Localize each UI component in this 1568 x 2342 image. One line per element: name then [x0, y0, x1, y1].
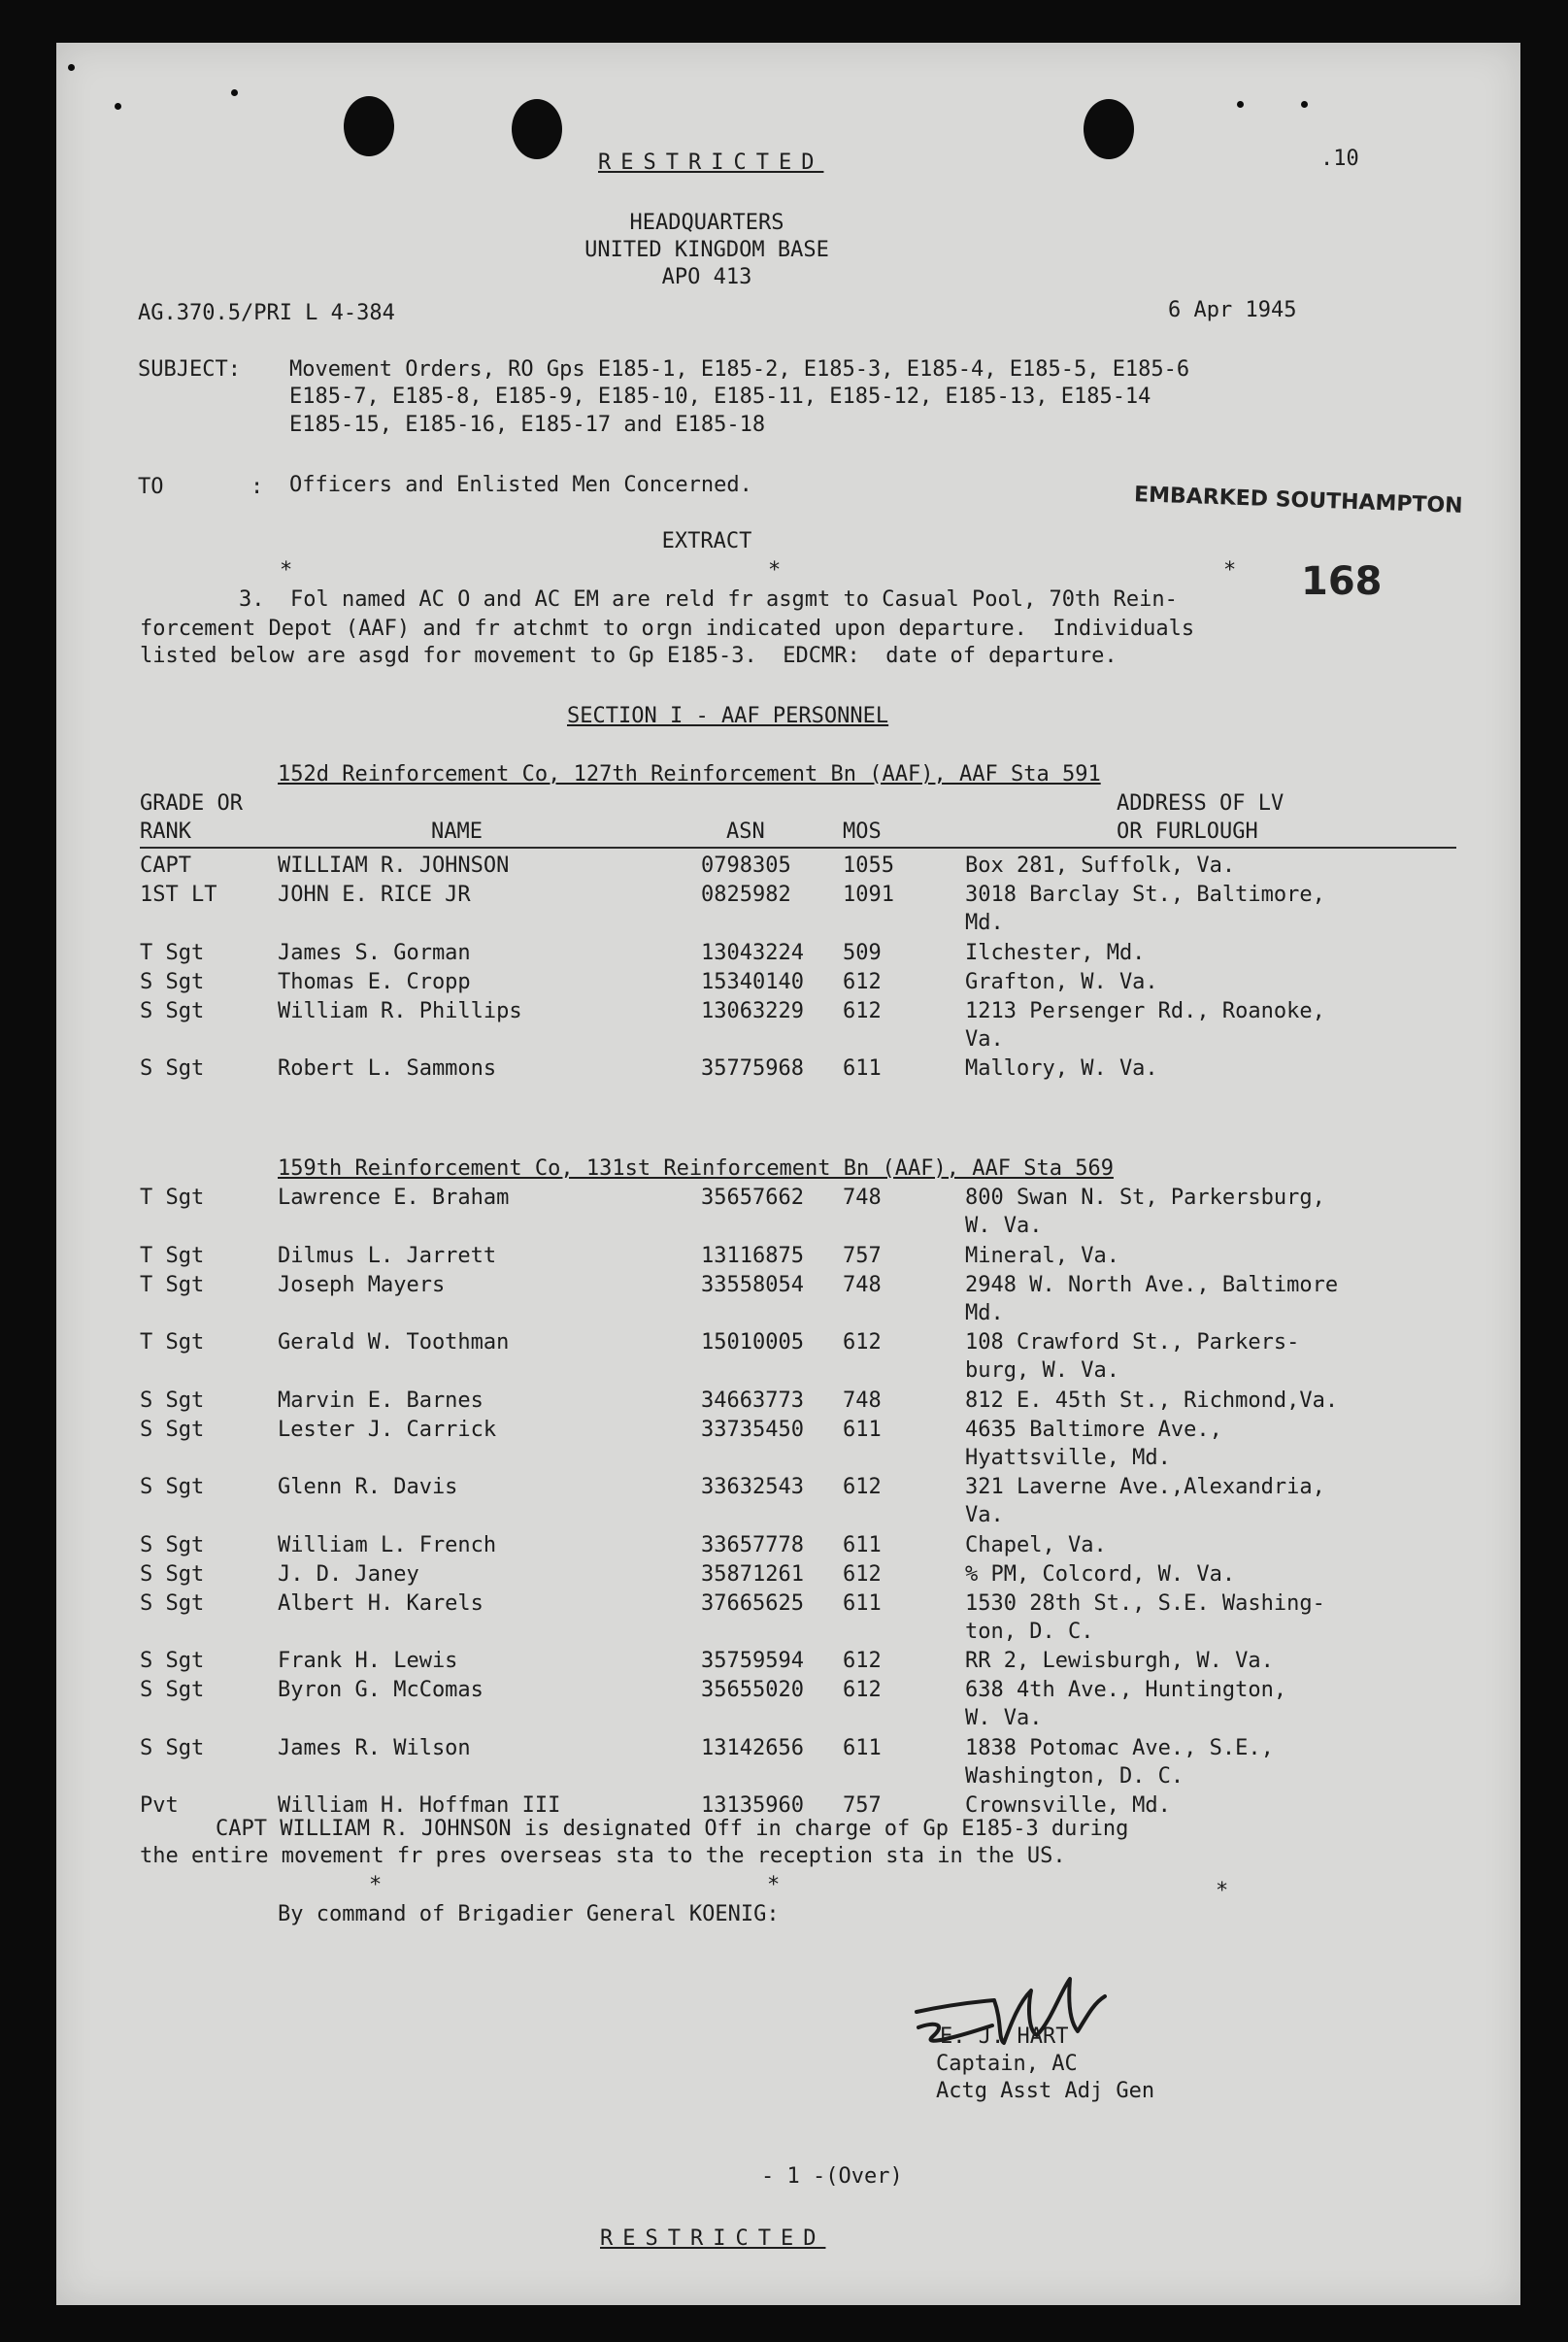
- name-cell: Dilmus L. Jarrett: [278, 1243, 497, 1268]
- asn-cell: 13043224: [701, 940, 804, 965]
- rank-cell: T Sgt: [140, 1243, 205, 1268]
- table-row: [56, 1648, 1520, 1677]
- address-cell: W. Va.: [965, 1214, 1043, 1238]
- table-row: [56, 882, 1520, 935]
- name-cell: Lawrence E. Braham: [278, 1186, 510, 1210]
- address-cell: Va.: [965, 1503, 1004, 1527]
- table-row: [56, 1590, 1520, 1644]
- address-cell: 1530 28th St., S.E. Washing-: [965, 1590, 1325, 1616]
- mos-cell: 612: [843, 1678, 882, 1702]
- table-row: [56, 1329, 1520, 1383]
- mos-cell: 612: [843, 1475, 882, 1499]
- punch-hole-center: [512, 99, 562, 159]
- asn-cell: 33558054: [701, 1272, 804, 1297]
- name-cell: Glenn R. Davis: [278, 1475, 458, 1499]
- address-cell: Md.: [965, 1300, 1004, 1325]
- mos-cell: 748: [843, 1388, 882, 1413]
- name-cell: Lester J. Carrick: [278, 1417, 497, 1442]
- column-header-address: OR FURLOUGH: [1117, 820, 1258, 844]
- to-text: Officers and Enlisted Men Concerned.: [289, 473, 752, 497]
- name-cell: Frank H. Lewis: [278, 1649, 458, 1673]
- to-label: TO: [138, 475, 164, 499]
- subject-line-3: E185-15, E185-16, E185-17 and E185-18: [289, 413, 766, 437]
- table-row: [56, 1474, 1520, 1527]
- specks: [1237, 101, 1244, 108]
- address-cell: burg, W. Va.: [965, 1358, 1119, 1383]
- asn-cell: 35657662: [701, 1186, 804, 1210]
- subject-label: SUBJECT:: [138, 357, 241, 382]
- asn-cell: 33657778: [701, 1532, 804, 1557]
- column-header-address: ADDRESS OF LV: [1117, 791, 1284, 816]
- hq-line-3: APO 413: [661, 265, 752, 289]
- closing-line-2: the entire movement fr pres overseas sta to the reception sta in the US.: [140, 1844, 1066, 1868]
- specks: [1301, 101, 1308, 108]
- to-colon: :: [250, 475, 264, 499]
- column-header-asn: ASN: [726, 820, 765, 844]
- address-cell: 3018 Barclay St., Baltimore,: [965, 883, 1325, 907]
- asn-cell: 15010005: [701, 1330, 804, 1355]
- address-cell: 1213 Persenger Rd., Roanoke,: [965, 998, 1325, 1023]
- asn-cell: 0825982: [701, 883, 791, 907]
- asn-cell: 35775968: [701, 1056, 804, 1081]
- address-cell: W. Va.: [965, 1706, 1043, 1730]
- rank-cell: CAPT: [140, 853, 191, 878]
- mos-cell: 612: [843, 969, 882, 994]
- address-cell: Md.: [965, 911, 1004, 935]
- table-row: [56, 853, 1520, 882]
- mos-cell: 612: [843, 1330, 882, 1355]
- table-row: [56, 1532, 1520, 1561]
- paragraph-line-3: listed below are asgd for movement to Gp E185-3. EDCMR: date of departure.: [140, 644, 1118, 668]
- address-cell: 2948 W. North Ave., Baltimore: [965, 1272, 1339, 1297]
- name-cell: Byron G. McComas: [278, 1678, 484, 1702]
- name-cell: Marvin E. Barnes: [278, 1388, 484, 1413]
- asterisk: *: [1223, 558, 1237, 583]
- signer-rank: Captain, AC: [936, 2052, 1078, 2076]
- address-cell: 4635 Baltimore Ave.,: [965, 1417, 1222, 1442]
- asn-cell: 13142656: [701, 1735, 804, 1760]
- specks: [115, 103, 121, 110]
- asn-cell: 34663773: [701, 1388, 804, 1413]
- restricted-marking-bottom: RESTRICTED: [600, 2226, 826, 2251]
- rank-cell: S Sgt: [140, 1417, 205, 1442]
- asn-cell: 33735450: [701, 1417, 804, 1442]
- table-row: [56, 1055, 1520, 1085]
- paragraph-line-2: forcement Depot (AAF) and fr atchmt to orgn indicated upon departure. Individuals: [140, 617, 1195, 641]
- name-cell: Gerald W. Toothman: [278, 1330, 510, 1355]
- address-cell: RR 2, Lewisburgh, W. Va.: [965, 1649, 1274, 1673]
- table-row: [56, 940, 1520, 969]
- rank-cell: S Sgt: [140, 1590, 205, 1616]
- address-cell: 1838 Potomac Ave., S.E.,: [965, 1735, 1274, 1760]
- page-number: - 1 -(Over): [761, 2164, 903, 2189]
- address-cell: 812 E. 45th St., Richmond,Va.: [965, 1388, 1339, 1413]
- table-row: [56, 1272, 1520, 1325]
- file-reference: AG.370.5/PRI L 4-384: [138, 301, 395, 325]
- table-row: [56, 1677, 1520, 1730]
- specks: [231, 89, 238, 96]
- rank-cell: T Sgt: [140, 1186, 205, 1210]
- address-cell: 108 Crawford St., Parkers-: [965, 1330, 1300, 1355]
- asterisk: *: [280, 558, 293, 583]
- name-cell: Thomas E. Cropp: [278, 969, 471, 994]
- asterisk: *: [768, 558, 782, 583]
- mos-cell: 509: [843, 940, 882, 965]
- mos-cell: 611: [843, 1735, 882, 1760]
- rank-cell: S Sgt: [140, 969, 205, 994]
- rank-cell: S Sgt: [140, 1532, 205, 1557]
- mos-cell: 611: [843, 1417, 882, 1442]
- closing-line-1: CAPT WILLIAM R. JOHNSON is designated Off in charge of Gp E185-3 during: [216, 1817, 1129, 1841]
- address-cell: Mineral, Va.: [965, 1243, 1119, 1268]
- unit-title-2: 159th Reinforcement Co, 131st Reinforcement Bn (AAF), AAF Sta 569: [278, 1156, 1114, 1181]
- handwritten-number: 168: [1301, 559, 1383, 604]
- address-cell: Washington, D. C.: [965, 1763, 1184, 1789]
- asn-cell: 13135960: [701, 1793, 804, 1818]
- mos-cell: 611: [843, 1590, 882, 1616]
- rank-cell: T Sgt: [140, 940, 205, 965]
- name-cell: J. D. Janey: [278, 1561, 419, 1587]
- asn-cell: 15340140: [701, 969, 804, 994]
- name-cell: Robert L. Sammons: [278, 1056, 497, 1081]
- table-row: [56, 1243, 1520, 1272]
- header-rule: [140, 847, 1456, 849]
- rank-cell: S Sgt: [140, 998, 205, 1023]
- rank-cell: 1ST LT: [140, 883, 217, 907]
- name-cell: WILLIAM R. JOHNSON: [278, 853, 510, 878]
- address-cell: 638 4th Ave., Huntington,: [965, 1678, 1287, 1702]
- address-cell: Ilchester, Md.: [965, 940, 1146, 965]
- mos-cell: 757: [843, 1793, 882, 1818]
- rank-cell: S Sgt: [140, 1475, 205, 1499]
- address-cell: Crownsville, Md.: [965, 1793, 1171, 1818]
- address-cell: 321 Laverne Ave.,Alexandria,: [965, 1475, 1325, 1499]
- name-cell: James S. Gorman: [278, 940, 471, 965]
- embarked-stamp: EMBARKED SOUTHAMPTON: [1133, 483, 1464, 519]
- name-cell: Albert H. Karels: [278, 1590, 484, 1616]
- column-header-grade: GRADE OR: [140, 791, 243, 816]
- name-cell: William R. Phillips: [278, 998, 522, 1023]
- asterisk: *: [1216, 1879, 1229, 1903]
- column-header-name: NAME: [431, 820, 483, 844]
- mos-cell: 1055: [843, 853, 894, 878]
- subject-line-1: Movement Orders, RO Gps E185-1, E185-2, E185-3, E185-4, E185-5, E185-6: [289, 357, 1190, 382]
- extract-title: EXTRACT: [661, 529, 752, 553]
- paragraph-line-1: 3. Fol named AC O and AC EM are reld fr asgmt to Casual Pool, 70th Rein-: [239, 587, 1178, 612]
- asterisk: *: [767, 1873, 781, 1897]
- hq-line-2: UNITED KINGDOM BASE: [584, 238, 829, 262]
- mos-cell: 748: [843, 1186, 882, 1210]
- command-line: By command of Brigadier General KOENIG:: [278, 1902, 780, 1926]
- mos-cell: 748: [843, 1272, 882, 1297]
- asn-cell: 13116875: [701, 1243, 804, 1268]
- asn-cell: 0798305: [701, 853, 791, 878]
- address-cell: Chapel, Va.: [965, 1532, 1107, 1557]
- rank-cell: T Sgt: [140, 1330, 205, 1355]
- rank-cell: T Sgt: [140, 1272, 205, 1297]
- column-header-mos: MOS: [843, 820, 882, 844]
- name-cell: Joseph Mayers: [278, 1272, 446, 1297]
- specks: [68, 64, 75, 71]
- address-cell: Grafton, W. Va.: [965, 969, 1158, 994]
- table-row: [56, 1185, 1520, 1238]
- rank-cell: S Sgt: [140, 1388, 205, 1413]
- document-date: 6 Apr 1945: [1168, 298, 1297, 322]
- mos-cell: 612: [843, 1649, 882, 1673]
- page-corner-number: .10: [1320, 147, 1359, 171]
- table-row: [56, 969, 1520, 998]
- signer-name: E. J. HART: [940, 2024, 1069, 2049]
- restricted-marking-top: RESTRICTED: [598, 151, 824, 175]
- unit-title-1: 152d Reinforcement Co, 127th Reinforcement Bn (AAF), AAF Sta 591: [278, 762, 1101, 786]
- subject-line-2: E185-7, E185-8, E185-9, E185-10, E185-11, E185-12, E185-13, E185-14: [289, 385, 1151, 409]
- section-title: SECTION I - AAF PERSONNEL: [567, 704, 889, 728]
- hq-line-1: HEADQUARTERS: [629, 211, 784, 235]
- rank-cell: S Sgt: [140, 1678, 205, 1702]
- name-cell: William H. Hoffman III: [278, 1793, 561, 1818]
- mos-cell: 611: [843, 1532, 882, 1557]
- rank-cell: S Sgt: [140, 1561, 205, 1587]
- mos-cell: 757: [843, 1243, 882, 1268]
- mos-cell: 612: [843, 998, 882, 1023]
- address-cell: Va.: [965, 1026, 1004, 1052]
- asn-cell: 35871261: [701, 1561, 804, 1587]
- signer-title: Actg Asst Adj Gen: [936, 2079, 1155, 2103]
- document-page: [56, 43, 1520, 2305]
- table-row: [56, 1735, 1520, 1789]
- punch-hole-left: [344, 96, 394, 156]
- asterisk: *: [369, 1873, 383, 1897]
- table-row: [56, 1417, 1520, 1470]
- address-cell: 800 Swan N. St, Parkersburg,: [965, 1186, 1325, 1210]
- mos-cell: 612: [843, 1561, 882, 1587]
- address-cell: Box 281, Suffolk, Va.: [965, 853, 1236, 878]
- address-cell: ton, D. C.: [965, 1619, 1094, 1644]
- asn-cell: 13063229: [701, 998, 804, 1023]
- address-cell: Mallory, W. Va.: [965, 1056, 1158, 1081]
- asn-cell: 33632543: [701, 1475, 804, 1499]
- asn-cell: 35655020: [701, 1678, 804, 1702]
- mos-cell: 611: [843, 1056, 882, 1081]
- table-row: [56, 998, 1520, 1052]
- column-header-grade: RANK: [140, 820, 191, 844]
- name-cell: James R. Wilson: [278, 1735, 471, 1760]
- table-row: [56, 1561, 1520, 1590]
- rank-cell: S Sgt: [140, 1735, 205, 1760]
- rank-cell: S Sgt: [140, 1056, 205, 1081]
- address-cell: Hyattsville, Md.: [965, 1445, 1171, 1470]
- punch-hole-right: [1084, 99, 1134, 159]
- asn-cell: 37665625: [701, 1590, 804, 1616]
- table-row: [56, 1388, 1520, 1417]
- name-cell: William L. French: [278, 1532, 497, 1557]
- name-cell: JOHN E. RICE JR: [278, 883, 471, 907]
- rank-cell: S Sgt: [140, 1649, 205, 1673]
- rank-cell: Pvt: [140, 1793, 179, 1818]
- mos-cell: 1091: [843, 883, 894, 907]
- address-cell: % PM, Colcord, W. Va.: [965, 1561, 1236, 1587]
- asn-cell: 35759594: [701, 1649, 804, 1673]
